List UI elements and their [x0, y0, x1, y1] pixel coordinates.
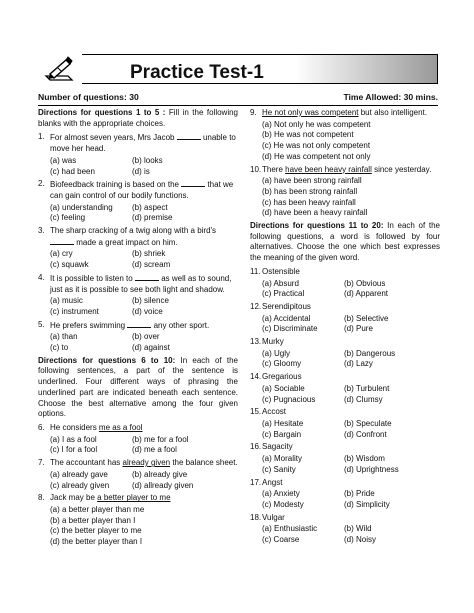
- option: (c) Coarse: [262, 535, 300, 545]
- option: (b) Obvious: [344, 278, 386, 288]
- header-divider: [38, 105, 438, 106]
- vocab-word: Sagacity: [262, 442, 293, 452]
- option: (b) Wisdom: [344, 454, 385, 464]
- option: (c) Gloomy: [262, 359, 302, 369]
- question-10: 10. There have been heavy rainfall since yesterday.: [250, 164, 432, 174]
- option: (b) Dangerous: [344, 348, 396, 358]
- vocabulary-questions: [250, 267, 440, 546]
- question-4: 4. It is possible to listen to as well as to sound, just as it is possible to see both light and shadow.: [38, 272, 232, 294]
- option: (a) Sociable: [262, 383, 305, 393]
- question-number: 15.: [250, 407, 262, 417]
- question-9-options: (a) Not only he was competent (b) He was not competent (c) He was not only competent (d) He was competent not only: [262, 119, 371, 161]
- option: (a) Morality: [262, 454, 303, 464]
- question-number: 17.: [250, 477, 262, 487]
- vocab-word: Murky: [262, 337, 284, 347]
- vocab-options: [250, 314, 440, 335]
- option: (d) Noisy: [344, 535, 377, 545]
- option: (c) Modesty: [262, 499, 304, 509]
- question-8-options: (a) a better player than me (b) a better player than I (c) the better player to me (d) the better player than I: [50, 504, 145, 547]
- option: (d) Confront: [344, 429, 387, 439]
- question-7: 7. The accountant has already given the balance sheet.: [38, 458, 238, 468]
- option: (c) Discriminate: [262, 324, 318, 334]
- vocab-question: [250, 442, 440, 453]
- vocab-word: Gregarious: [262, 372, 302, 382]
- question-2: 2. Biofeedback training is based on the that we can gain control of our bodily functions.: [38, 179, 234, 200]
- question-9: 9. He not only was competent but also intelligent.: [250, 108, 427, 117]
- option: (a) Enthusiastic: [262, 524, 318, 534]
- question-4-options: (a) music (b) silence (c) instrument (d) voice: [50, 296, 169, 316]
- option: (b) Turbulent: [344, 383, 390, 393]
- option: (a) Accidental: [262, 313, 311, 323]
- question-3-options: (a) cry (b) shriek (c) squawk (d) scream: [50, 249, 171, 270]
- vocab-question: [250, 407, 440, 418]
- directions-1-5: Directions for questions 1 to 5 : Fill in the following blanks with the appropriate choices.: [38, 108, 238, 128]
- directions-11-20: Directions for questions 11 to 20: In each of the following questions, a word is followed by four alternatives. Choose the one which best expresses the meaning of the given word.: [250, 221, 441, 263]
- question-number: 18.: [250, 512, 262, 522]
- vocab-question: [250, 478, 440, 489]
- option: (c) Practical: [262, 289, 305, 299]
- question-number: 11.: [250, 266, 261, 276]
- vocab-question: [250, 267, 440, 278]
- pencil-writing-icon: [44, 54, 74, 82]
- question-6: 6. He considers me as a fool: [38, 422, 143, 432]
- option: (b) Speculate: [344, 418, 392, 428]
- question-7-options: (a) already gave (b) already give (c) already given (d) allready given: [50, 469, 194, 490]
- page-title: Practice Test-1: [130, 62, 264, 83]
- option: (d) Clumsy: [344, 394, 383, 404]
- vocab-word: Vulgar: [262, 512, 285, 522]
- option: (b) Wild: [344, 524, 372, 534]
- vocab-word: Accost: [262, 407, 287, 417]
- vocab-question: [250, 372, 440, 383]
- vocab-options: [250, 524, 440, 545]
- question-6-options: (a) I as a fool (b) me for a fool (c) I for a fool (d) me a fool: [50, 434, 189, 455]
- vocab-question: [250, 337, 440, 348]
- option: (b) Pride: [344, 489, 375, 499]
- vocab-options: [250, 419, 440, 440]
- option: (c) Pugnacious: [262, 394, 316, 404]
- question-number: 14.: [250, 372, 262, 382]
- vocab-options: [250, 454, 440, 475]
- page-header: [38, 50, 438, 88]
- option: (c) Bargain: [262, 429, 302, 439]
- question-10-options: (a) have been strong rainfall (b) has been strong rainfall (c) has been heavy rainfall (d) have been a heavy rainfall: [262, 176, 368, 218]
- option: (c) Sanity: [262, 464, 296, 474]
- question-5-options: (a) than (b) over (c) to (d) against: [50, 332, 170, 353]
- option: (d) Apparent: [344, 289, 389, 299]
- question-number: 13.: [250, 337, 262, 347]
- question-count: Number of questions: 30: [38, 92, 139, 102]
- option: (d) Uprightness: [344, 464, 399, 474]
- option: (a) Hesitate: [262, 418, 304, 428]
- left-column: [38, 108, 238, 550]
- question-3: 3. The sharp cracking of a twig along with a bird's made a great impact on him.: [38, 226, 217, 247]
- option: (d) Pure: [344, 324, 373, 334]
- question-1-options: (a) was (b) looks (c) had been (d) is: [50, 155, 163, 176]
- option: (a) Anxiety: [262, 489, 300, 499]
- test-info-row: [38, 92, 438, 102]
- option: (d) Simplicity: [344, 499, 390, 509]
- question-1: 1. For almost seven years, Mrs Jacob unable to move her head.: [38, 132, 236, 154]
- option: (b) Selective: [344, 313, 389, 323]
- question-number: 12.: [250, 301, 262, 311]
- vocab-word: Ostensible: [262, 266, 300, 276]
- vocab-word: Serendipitous: [262, 301, 311, 311]
- vocab-options: [250, 384, 440, 405]
- title-bar: [82, 54, 438, 84]
- question-2-options: (a) understanding (b) aspect (c) feeling (d) premise: [50, 202, 173, 223]
- option: (d) Lazy: [344, 359, 373, 369]
- directions-6-10: Directions for questions 6 to 10: In each of the following sentences, a part of the sentence is underlined. Four different ways of phrasing the underlined part are indicated beneath each sentence. Choose the best alternative among the four given options.: [38, 355, 239, 419]
- question-8: 8. Jack may be a better player to me: [38, 493, 171, 503]
- vocab-word: Angst: [262, 477, 283, 487]
- time-allowed: Time Allowed: 30 mins.: [343, 92, 438, 102]
- question-5: 5. He prefers swimming any other sport.: [38, 319, 210, 330]
- vocab-question: [250, 302, 440, 313]
- vocab-options: [250, 349, 440, 370]
- question-number: 16.: [250, 442, 262, 452]
- vocab-question: [250, 513, 440, 524]
- vocab-options: [250, 489, 440, 510]
- option: (a) Ugly: [262, 348, 291, 358]
- right-column: [250, 108, 440, 548]
- vocab-options: [250, 279, 440, 300]
- option: (a) Absurd: [262, 278, 299, 288]
